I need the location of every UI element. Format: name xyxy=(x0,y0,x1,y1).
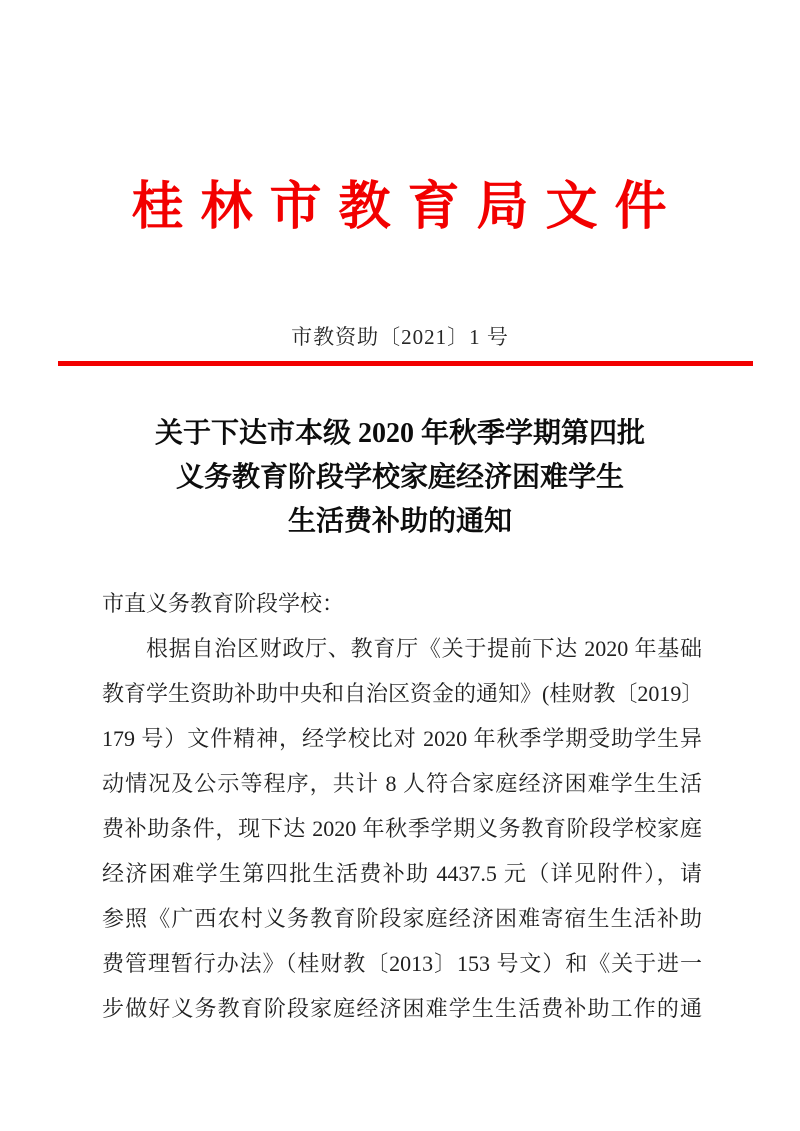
paragraph-line: 根据自治区财政厅、教育厅《关于提前下达 2020 年基础 xyxy=(146,636,702,661)
document-title-line-2: 义务教育阶段学校家庭经济困难学生 xyxy=(175,462,624,493)
paragraph-line: 179 号）文件精神，经学校比对 2020 年秋季学期受助学生异 xyxy=(102,726,702,751)
red-separator-line xyxy=(58,361,753,366)
paragraph-line: 动情况及公示等程序，共计 8 人符合家庭经济困难学生生活 xyxy=(102,771,702,796)
paragraph-line: 经济困难学生第四批生活费补助 4437.5 元（详见附件），请 xyxy=(102,861,702,886)
agency-header-title: 桂 林 市 教 育 局 文 件 xyxy=(131,179,669,236)
paragraph-line: 费管理暂行办法》（桂财教〔2013〕153 号文）和《关于进一 xyxy=(102,951,702,976)
document-number: 市教资助〔2021〕1 号 xyxy=(291,325,509,349)
document-title xyxy=(0,412,800,544)
paragraph-line: 步做好义务教育阶段家庭经济困难学生生活费补助工作的通 xyxy=(102,996,702,1021)
paragraph-line: 教育学生资助补助中央和自治区资金的通知》(桂财教〔2019〕 xyxy=(102,681,704,706)
paragraph-line: 参照《广西农村义务教育阶段家庭经济困难寄宿生生活补助 xyxy=(102,906,702,931)
document-title-line-3: 生活费补助的通知 xyxy=(287,506,512,537)
document-body xyxy=(102,581,702,1031)
paragraph-line: 费补助条件，现下达 2020 年秋季学期义务教育阶段学校家庭 xyxy=(102,816,702,841)
salutation: 市直义务教育阶段学校： xyxy=(102,591,345,616)
document-title-line-1: 关于下达市本级 2020 年秋季学期第四批 xyxy=(154,418,645,449)
